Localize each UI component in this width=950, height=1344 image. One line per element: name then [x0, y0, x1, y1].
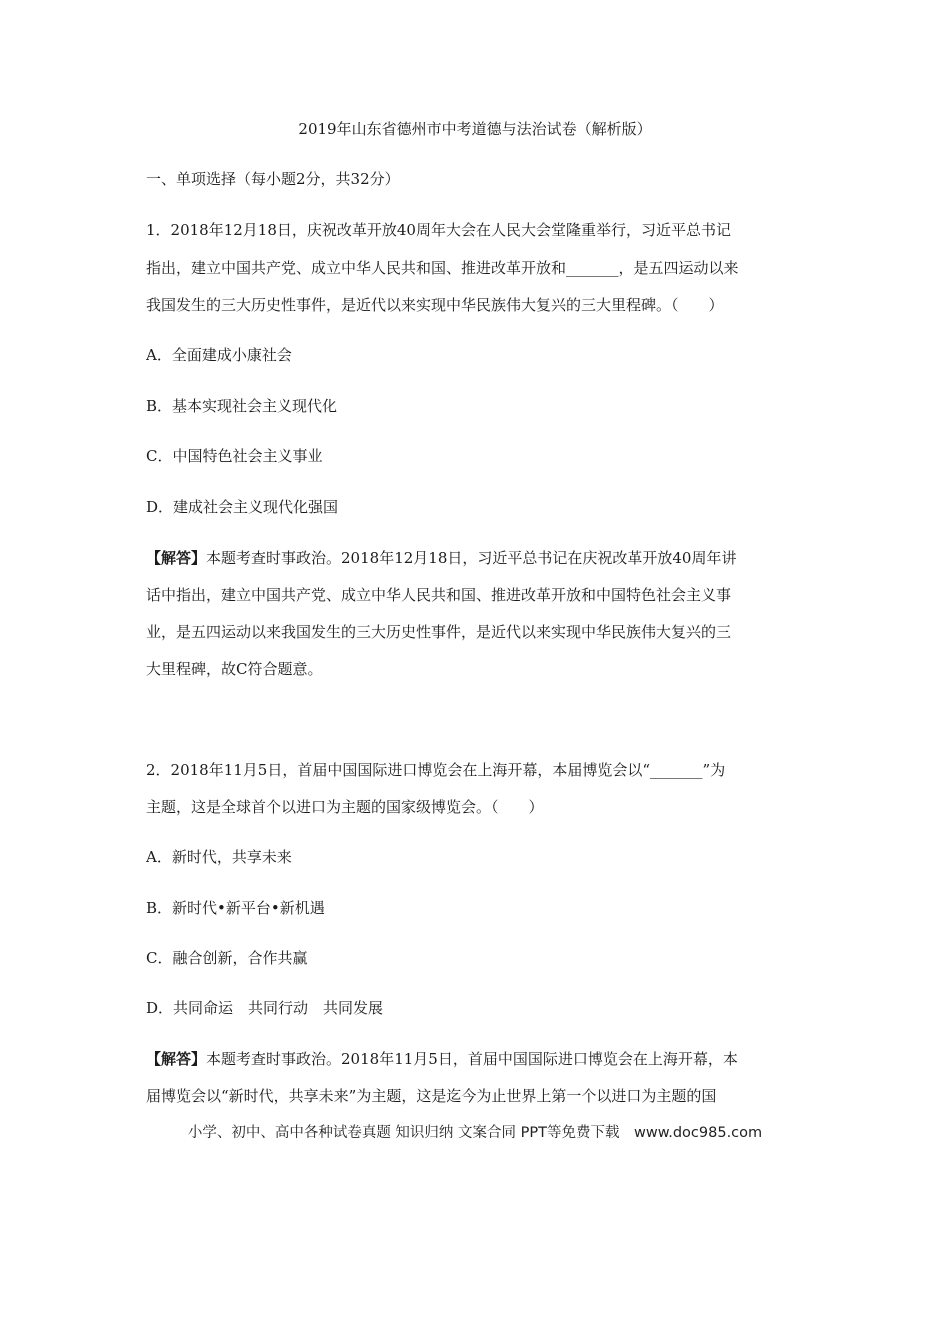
- q1-answer-line-3: 业，是五四运动以来我国发生的三大历史性事件，是近代以来实现中华民族伟大复兴的三: [146, 623, 732, 641]
- document-title: 2019年山东省德州市中考道德与法治试卷（解析版）: [298, 120, 652, 138]
- q2-option-b: B．新时代•新平台•新机遇: [146, 899, 325, 917]
- q1-option-a: A．全面建成小康社会: [146, 346, 292, 364]
- section-heading: 一、单项选择（每小题2分，共32分）: [146, 170, 400, 188]
- q2-answer-line-1: [146, 1048, 812, 1070]
- q1-answer-line-1: [146, 547, 812, 569]
- q2-answer-tag: 【解答】: [146, 1050, 207, 1068]
- q2-option-c: C．融合创新，合作共赢: [146, 949, 308, 967]
- q1-stem-line-3: 我国发生的三大历史性事件，是近代以来实现中华民族伟大复兴的三大里程碑。（ ）: [146, 296, 724, 314]
- q2-stem-line-1: 2．2018年11月5日，首届中国国际进口博览会在上海开幕，本届博览会以“_______”为: [146, 761, 726, 779]
- q1-answer-tag: 【解答】: [146, 549, 207, 567]
- q2-answer-line-2: 届博览会以“新时代，共享未来”为主题，这是迄今为止世界上第一个以进口为主题的国: [146, 1087, 717, 1105]
- q1-stem-line-2: 指出，建立中国共产党、成立中华人民共和国、推进改革开放和_______，是五四运动以来: [146, 259, 739, 277]
- q1-answer-text-1: 本题考查时事政治。2018年12月18日，习近平总书记在庆祝改革开放40周年讲: [206, 549, 737, 567]
- q1-option-d: D．建成社会主义现代化强国: [146, 498, 339, 516]
- q2-option-a: A．新时代，共享未来: [146, 848, 292, 866]
- q2-answer-text-1: 本题考查时事政治。2018年11月5日，首届中国国际进口博览会在上海开幕，本: [206, 1050, 738, 1068]
- q2-option-d: D．共同命运 共同行动 共同发展: [146, 999, 384, 1017]
- q1-answer-line-2: 话中指出，建立中国共产党、成立中华人民共和国、推进改革开放和中国特色社会主义事: [146, 586, 732, 604]
- q1-option-b: B．基本实现社会主义现代化: [146, 397, 338, 415]
- footer-ad-link[interactable]: 小学、初中、高中各种试卷真题 知识归纳 文案合同 PPT等免费下载 www.doc985.com: [187, 1125, 763, 1141]
- q1-answer-line-4: 大里程碑，故C符合题意。: [146, 660, 323, 678]
- q2-stem-line-2: 主题，这是全球首个以进口为主题的国家级博览会。（ ）: [146, 798, 544, 816]
- q1-stem-line-1: 1．2018年12月18日，庆祝改革开放40周年大会在人民大会堂隆重举行，习近平总书记: [146, 221, 731, 239]
- q1-option-c: C．中国特色社会主义事业: [146, 447, 323, 465]
